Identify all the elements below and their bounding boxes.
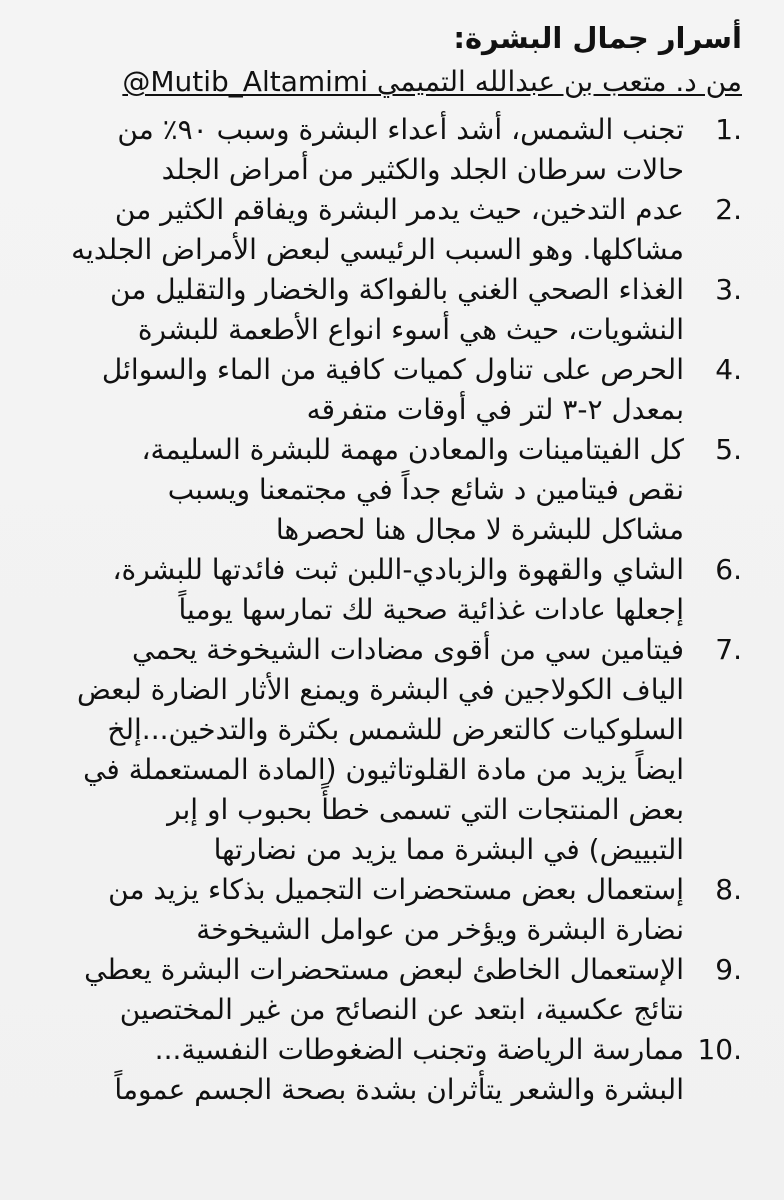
item-line: الغذاء الصحي الغني بالفواكة والخضار والتقليل من <box>110 273 684 306</box>
note-content <box>30 18 742 1110</box>
list-item-6 <box>30 550 742 630</box>
item-line: النشويات، حيث هي أسوء انواع الأطعمة للبشرة <box>137 313 684 346</box>
item-line: إجعلها عادات غذائية صحية لك تمارسها يومياً <box>178 593 684 626</box>
item-line: بعض المنتجات التي تسمى خطأً بحبوب او إبر <box>167 793 684 826</box>
item-line: الشاي والقهوة والزبادي-اللبن ثبت فائدتها للبشرة، <box>112 553 684 586</box>
list-item-10 <box>30 1030 742 1110</box>
item-number: 3. <box>715 273 742 306</box>
item-line: مشاكل للبشرة لا مجال هنا لحصرها <box>275 513 684 546</box>
list-item-8 <box>30 870 742 950</box>
list-item-2 <box>30 190 742 270</box>
item-line: نتائج عكسية، ابتعد عن النصائح من غير المختصين <box>119 993 684 1026</box>
item-line: نضارة البشرة ويؤخر من عوامل الشيخوخة <box>196 913 684 946</box>
item-line: حالات سرطان الجلد والكثير من أمراض الجلد <box>161 153 684 186</box>
item-number: 10. <box>697 1033 742 1066</box>
list-item-5 <box>30 430 742 550</box>
list-item-4 <box>30 350 742 430</box>
list-item-9 <box>30 950 742 1030</box>
item-number: 2. <box>715 193 742 226</box>
item-line: نقص فيتامين د شائع جداً في مجتمعنا ويسبب <box>167 473 684 506</box>
author-byline <box>30 62 742 102</box>
item-number: 1. <box>715 113 742 146</box>
list-item-3 <box>30 270 742 350</box>
item-number: 8. <box>715 873 742 906</box>
item-line: السلوكيات كالتعرض للشمس بكثرة والتدخين...إلخ <box>107 713 684 746</box>
item-line: البشرة والشعر يتأثران بشدة بصحة الجسم عموماً <box>114 1073 684 1106</box>
item-line: ممارسة الرياضة وتجنب الضغوطات النفسية... <box>154 1033 684 1066</box>
item-line: ايضاً يزيد من مادة القلوتاثيون (المادة المستعملة في <box>83 753 684 786</box>
item-line: إستعمال بعض مستحضرات التجميل بذكاء يزيد من <box>108 873 684 906</box>
item-line: التبييض) في البشرة مما يزيد من نضارتها <box>213 833 684 866</box>
item-line: الياف الكولاجين في البشرة ويمنع الأثار الضارة لبعض <box>76 673 684 706</box>
list-item-7 <box>30 630 742 870</box>
item-number: 9. <box>715 953 742 986</box>
item-line: الإستعمال الخاطئ لبعض مستحضرات البشرة يعطي <box>84 953 684 986</box>
item-line: بمعدل ٢-٣ لتر في أوقات متفرقه <box>306 393 684 426</box>
page-title: أسرار جمال البشرة: <box>453 21 742 55</box>
tips-list <box>30 110 742 1110</box>
item-line: تجنب الشمس، أشد أعداء البشرة وسبب ٩٠٪ من <box>117 113 684 146</box>
item-line: مشاكلها. وهو السبب الرئيسي لبعض الأمراض الجلديه <box>71 233 684 266</box>
item-number: 5. <box>715 433 742 466</box>
author-name: من د. متعب بن عبدالله التميمي <box>367 65 742 98</box>
item-line: كل الفيتامينات والمعادن مهمة للبشرة السليمة، <box>141 433 684 466</box>
item-line: الحرص على تناول كميات كافية من الماء والسوائل <box>101 353 684 386</box>
item-number: 7. <box>715 633 742 666</box>
item-line: فيتامين سي من أقوى مضادات الشيخوخة يحمي <box>131 633 684 666</box>
item-line: عدم التدخين، حيث يدمر البشرة ويفاقم الكثير من <box>114 193 684 226</box>
item-number: 6. <box>715 553 742 586</box>
author-handle[interactable]: @Mutib_Altamimi <box>122 65 368 98</box>
list-item-1 <box>30 110 742 190</box>
item-number: 4. <box>715 353 742 386</box>
